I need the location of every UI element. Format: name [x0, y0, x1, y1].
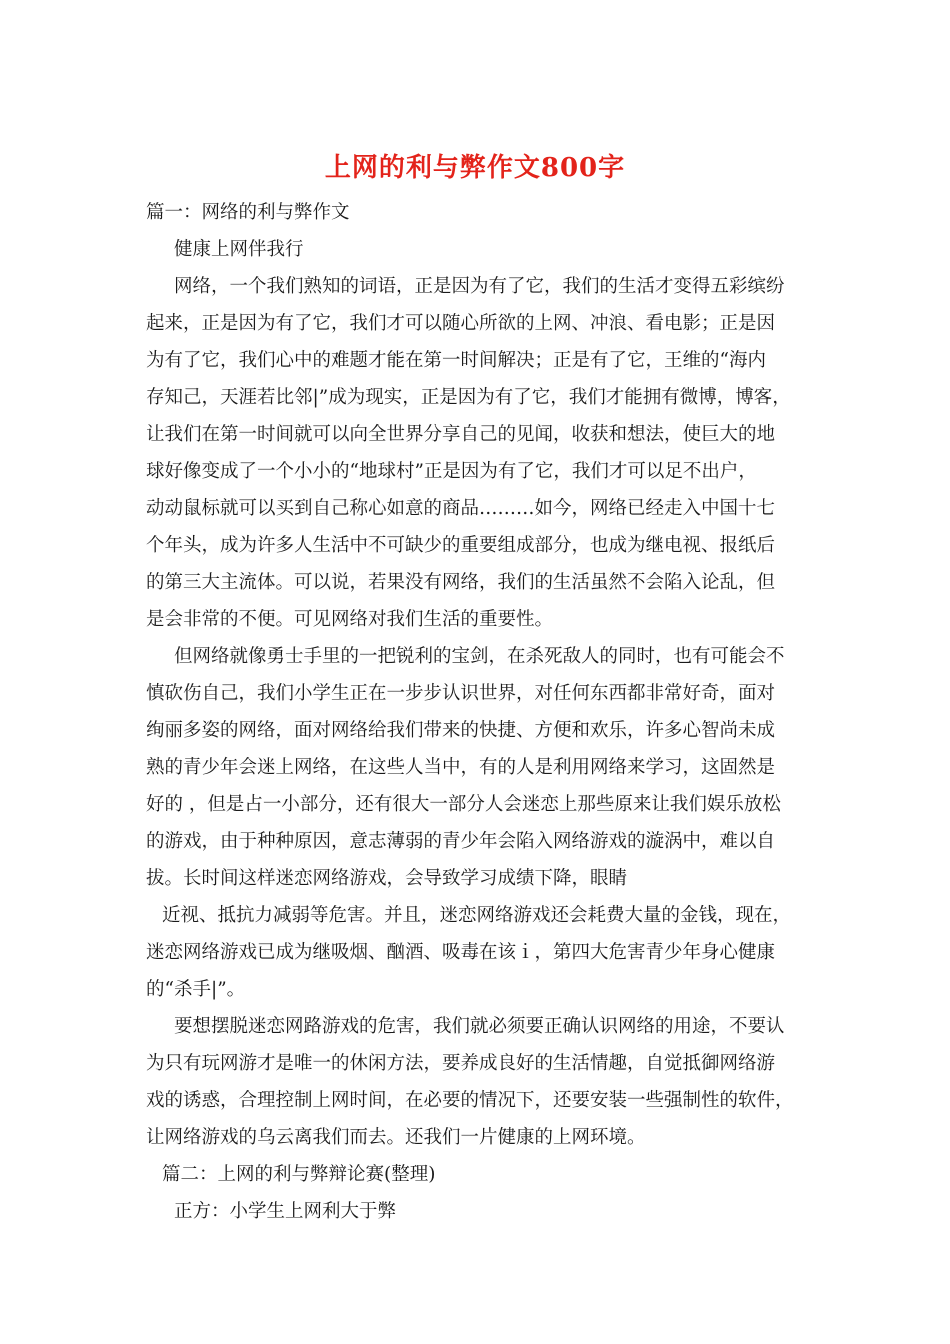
essay-title: 健康上网伴我行 [174, 239, 304, 260]
paragraph-line: 好的 ，但是占一小部分，还有很大一部分人会迷恋上那些原来让我们娱乐放松 [146, 794, 781, 815]
paragraph-line: 是会非常的不便。可见网络对我们生活的重要性。 [146, 609, 554, 630]
paragraph-line: 戏的诱惑，合理控制上网时间，在必要的情况下，还要安装一些强制性的软件， [146, 1090, 794, 1111]
paragraph-line: 拔。长时间这样迷恋网络游戏，会导致学习成绩下降，眼睛 [146, 868, 628, 889]
paragraph-line: 让我们在第一时间就可以向全世界分享自己的见闻，收获和想法，使巨大的地 [146, 424, 776, 445]
paragraph-line: 绚丽多姿的网络，面对网络给我们带来的快捷、方便和欢乐，许多心智尚未成 [146, 720, 776, 741]
paragraph-line: 但网络就像勇士手里的一把锐利的宝剑，在杀死敌人的同时，也有可能会不 [174, 646, 785, 667]
paragraph-line: 球好像变成了一个小小的“地球村”正是因为有了它，我们才可以足不出户， [146, 461, 757, 482]
paragraph-line: 起来，正是因为有了它，我们才可以随心所欲的上网、冲浪、看电影；正是因 [146, 313, 776, 334]
paragraph-line: 近视、抵抗力减弱等危害。并且，迷恋网络游戏还会耗费大量的金钱，现在， [162, 905, 792, 926]
paragraph-line: 的第三大主流体。可以说，若果没有网络，我们的生活虽然不会陷入论乱，但 [146, 572, 776, 593]
paragraph-line: 熟的青少年会迷上网络，在这些人当中，有的人是利用网络来学习，这固然是 [146, 757, 776, 778]
paragraph-line: 要想摆脱迷恋网路游戏的危害，我们就必须要正确认识网络的用途，不要认 [174, 1016, 785, 1037]
paragraph-line: 慎砍伤自己，我们小学生正在一步步认识世界，对任何东西都非常好奇，面对 [146, 683, 776, 704]
paragraph-line: 的“杀手|”。 [146, 979, 246, 1000]
paragraph-line: 存知己，天涯若比邻|”成为现实，正是因为有了它，我们才能拥有微博，博客， [146, 387, 791, 408]
paragraph-line: 个年头，成为许多人生活中不可缺少的重要组成部分，也成为继电视、报纸后 [146, 535, 776, 556]
paragraph-line: 让网络游戏的乌云离我们而去。还我们一片健康的上网环境。 [146, 1127, 646, 1148]
paragraph-line: 的游戏，由于种种原因，意志薄弱的青少年会陷入网络游戏的漩涡中，难以自 [146, 831, 776, 852]
paragraph-line: 迷恋网络游戏已成为继吸烟、酗酒、吸毒在该ｉ，第四大危害青少年身心健康 [146, 942, 776, 963]
paragraph-line: 为有了它，我们心中的难题才能在第一时间解决；正是有了它，王维的“海内 [146, 350, 766, 371]
paragraph-line: 为只有玩网游才是唯一的休闲方法，要养成良好的生活情趣，自觉抵御网络游 [146, 1053, 776, 1074]
debate-position: 正方：小学生上网利大于弊 [174, 1201, 397, 1222]
section-heading-1: 篇一：网络的利与弊作文 [146, 202, 350, 223]
paragraph-line: 动动鼠标就可以买到自己称心如意的商品………如今，网络已经走入中国十七 [146, 498, 776, 519]
section-heading-2: 篇二：上网的利与弊辩论赛(整理) [162, 1164, 436, 1185]
paragraph-line: 网络，一个我们熟知的词语，正是因为有了它，我们的生活才变得五彩缤纷 [174, 276, 785, 297]
document-title: 上网的利与弊作文800字 [324, 153, 626, 183]
